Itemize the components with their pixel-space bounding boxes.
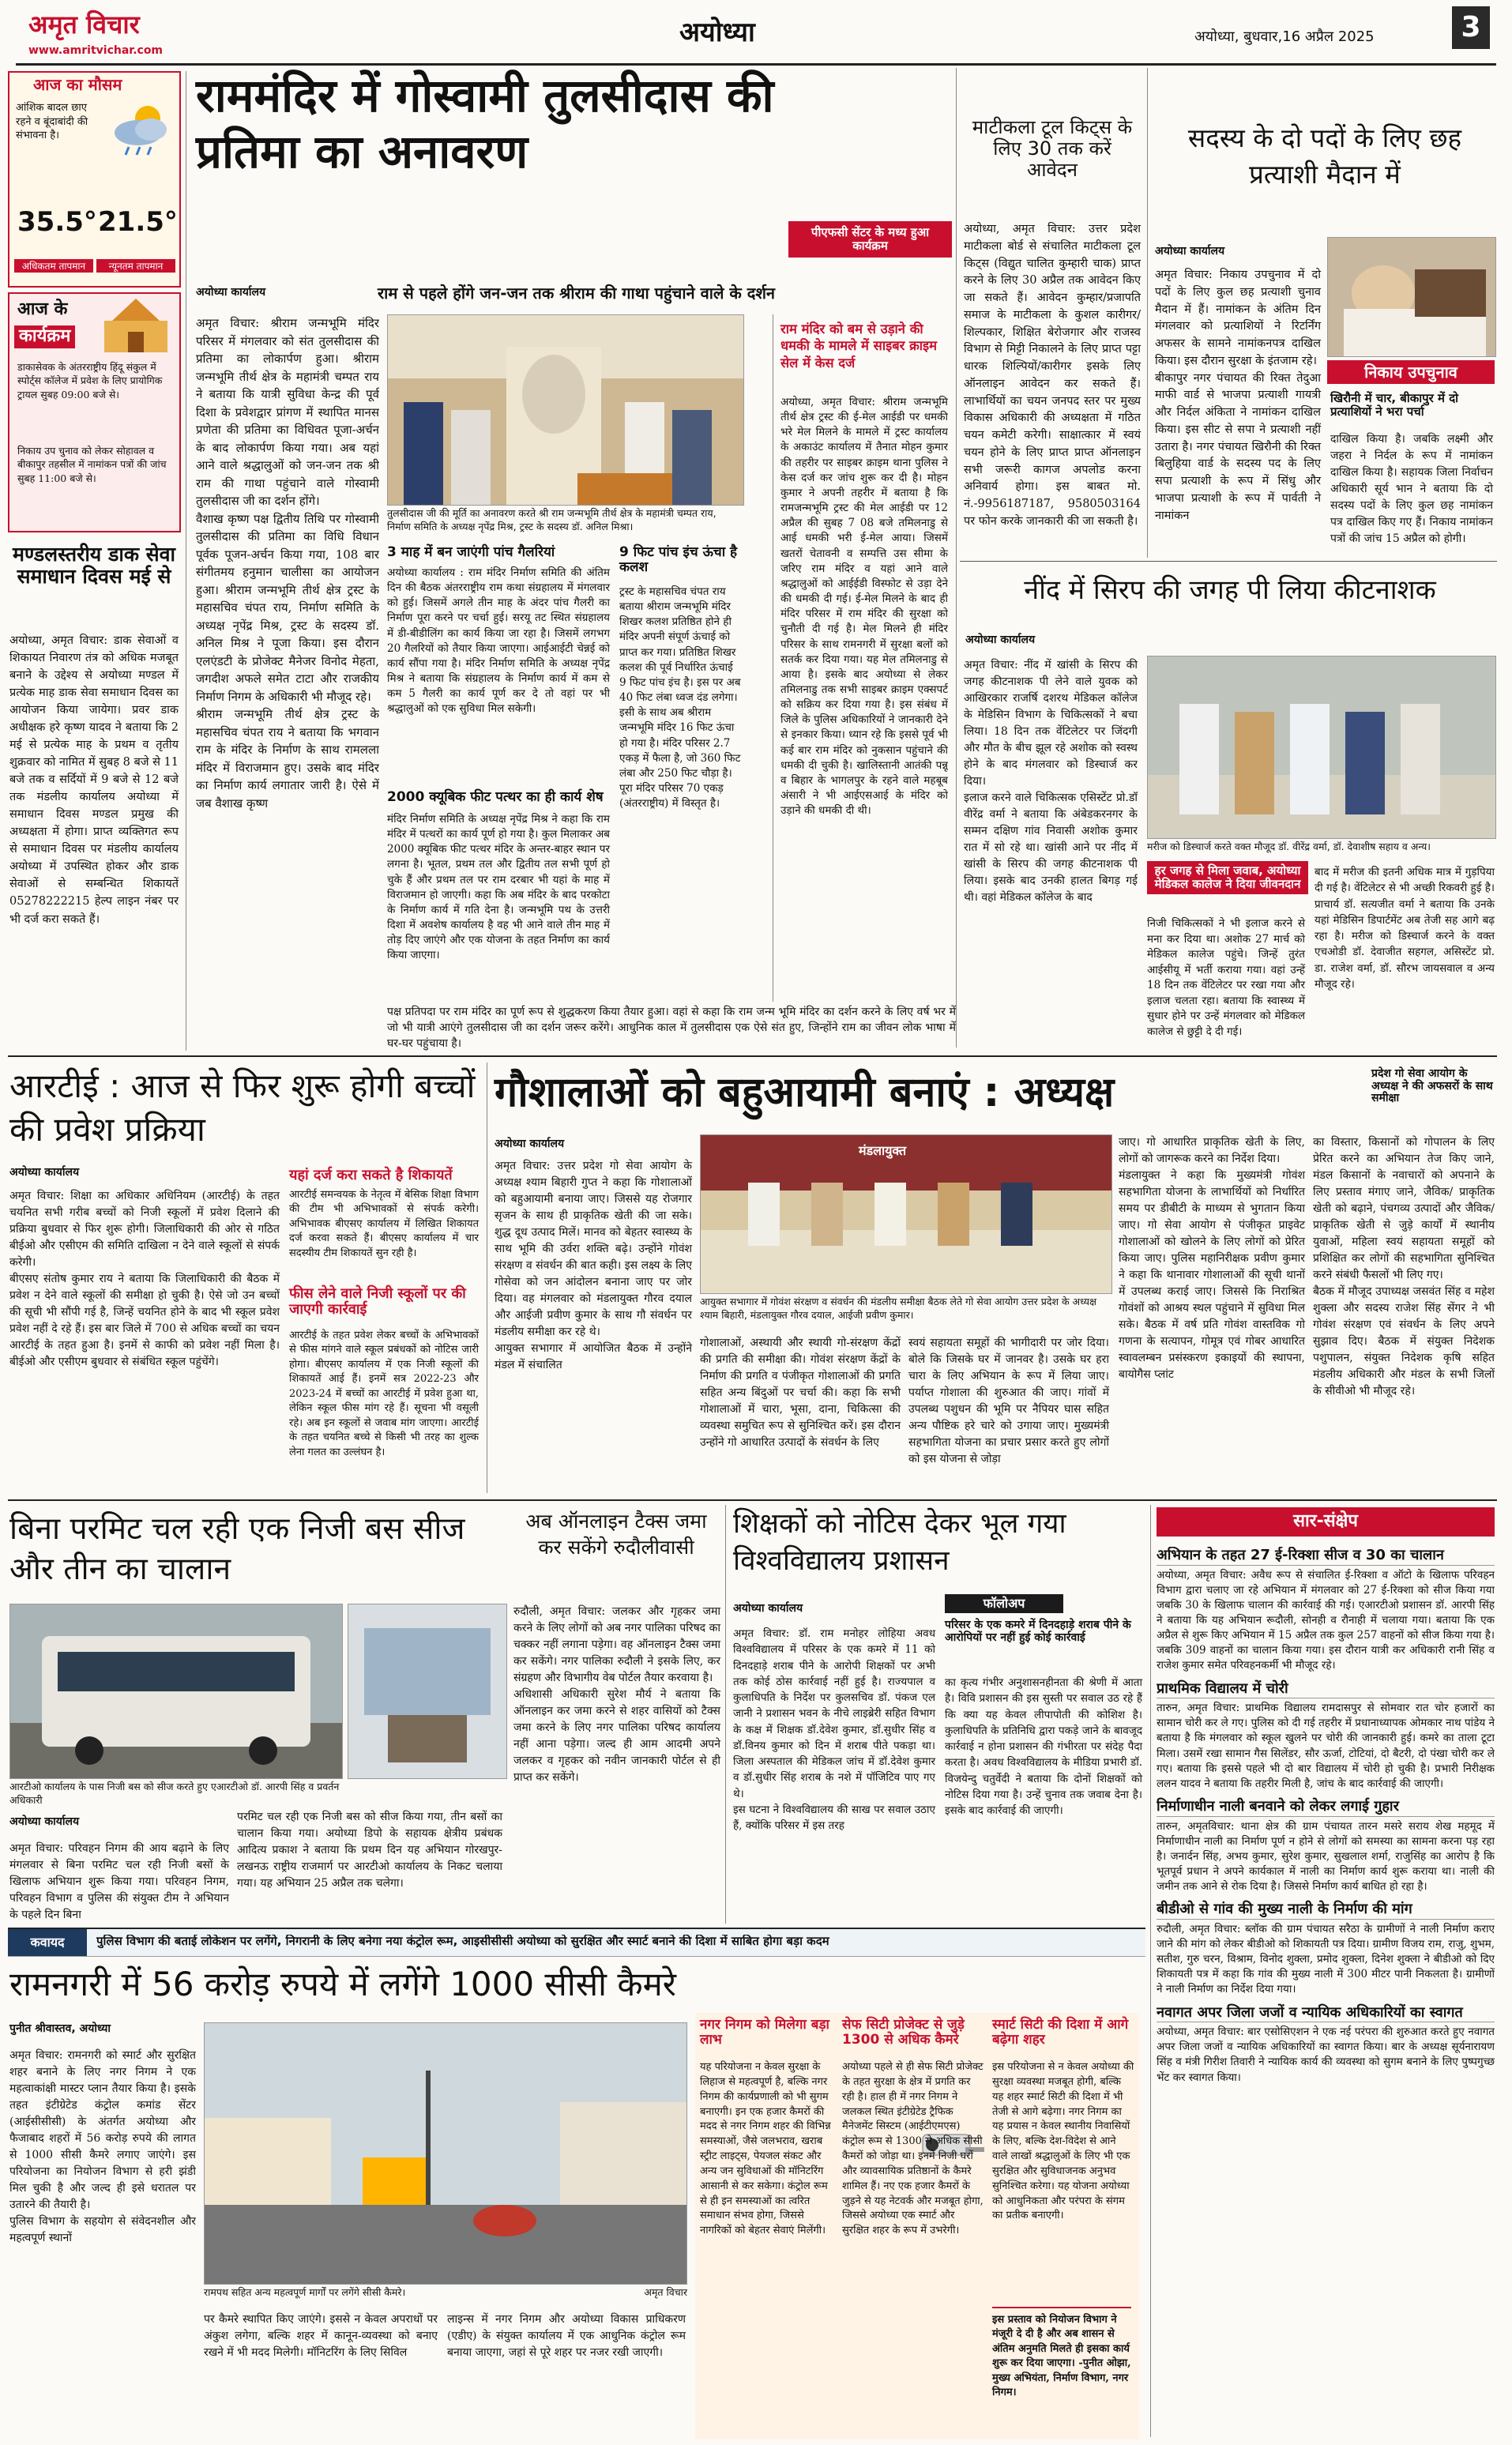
cctv-body2: पर कैमरे स्थापित किए जाएंगे। इससे न केवल अपराधों पर अंकुश लगेगा, बल्कि शहर में कानून-व्यवस्था को बनाए रखने में भी मदद मिलेगी। मॉनिटरिंग के लिए सिविल (204, 2313, 438, 2359)
threat-headline: राम मंदिर को बम से उड़ाने की धमकी के मामले में साइबर क्राइम सेल में केस दर्ज (780, 322, 938, 371)
saar-item: नवागत अपर जिला जजों व न्यायिक अधिकारियों का स्वागत अयोध्या, अमृत विचार: बार एसोसिएशन ने एक नई परंपरा की शुरुआत करते हुए नवागत अपर जिला जजों व न्यायिक अधिकारियों का स्वागत किया। बार के अध्यक्ष सूर्यनारायण सिंह व मंत्री गिरीश तिवारी ने न्यायिक कार्य की व्यवस्था को सुगम बनाने के लिए पुष्पगुच्छ भेंट कर स्वागत किया। (1157, 2003, 1495, 2084)
sadasya-body: अमृत विचार: निकाय उपचुनाव में दो पदों के लिए कुल छह प्रत्याशी चुनाव मैदान में हैं। नामांकन के अंतिम दिन मंगलवार को प्रत्याशियों ने रिटर्निंग अफसर के सामने नामांकनपत्र दाखिल किया। इस दौरान सुरक्षा के इंतजाम रहे। बीकापुर नगर पंचायत की रिक्त तेदुआ माफी वार्ड से भाजपा प्रत्याशी गायत्री और निर्दल अंकिता ने नामांकन दाखिल किया। इस सीट से सपा ने प्रत्याशी नहीं उतारा है। नगर पंचायत खिरौनी की रिक्त बिलुहिया वार्ड के सदस्य पद के लिए सपा प्रत्याशी के रूप में सिंधु और भाजपा प्रत्याशी के रूप में पार्वती ने नामांकन (1155, 269, 1321, 522)
tulsidas-photo (387, 314, 744, 506)
kavayad-label: कवायद (8, 1929, 87, 1956)
bus-caption: आरटीओ कार्यालय के पास निजी बस को सीज करते हुए एआरटीओ डॉ. आरपी सिंह व प्रवर्तन अधिकारी (9, 1781, 340, 1806)
min-label: न्यूनतम तापमान (96, 259, 175, 273)
cctv-side2-body: अयोध्या पहले से ही सेफ सिटी प्रोजेक्ट के तहत सुरक्षा के क्षेत्र में प्रगति कर रही है। हाल ही में नगर निगम ने जलकल स्थित इंटीग्रेटेड ट्रैफिक मैनेजमेंट सिस्टम (आईटीएमएस) कंट्रोल रूम से 1300 से अधिक सीसी कैमरों को जोड़ा था। इनमें निजी घरों और व्यावसायिक प्रतिष्ठानों के कैमरे शामिल हैं। नए एक हजार कैमरों के जुड़ने से यह नेटवर्क और मजबूत होगा, जिससे अयोध्या एक स्मार्ट और सुरक्षित शहर के रूप में उभरेगी। (842, 2061, 984, 2237)
sadasya-photo (1327, 237, 1496, 357)
notice-box-text: परिसर के एक कमरे में दिनदहाड़े शराब पीने के आरोपियों पर नहीं हुई कोई कार्रवाई (945, 1619, 1131, 1644)
tulsidas-headline: राममंदिर में गोस्वामी तुलसीदास की प्रतिमा का अनावरण (196, 69, 774, 179)
rte-box2-title: फीस लेने वाले निजी स्कूलों पर की जाएगी कार्रवाई (289, 1285, 466, 1318)
saar-item: बीडीओ से गांव की मुख्य नाली के निर्माण की मांग रुदौली, अमृत विचार: ब्लॉक की ग्राम पंचायत सरैठा के ग्रामीणों ने नाली निर्माण कराए जाने की मांग को लेकर बीडीओ को शिकायती पत्र दिया। ग्रामीण विजय राम, राजु, शुभम, सतीश, गुरु चरन, विश्राम, विनोद शुक्ला, प्रमोद शुक्ला, दिनेश शुक्ला ने बीडीओ को दिए शिकायती पत्र में कहा कि गांव की मुख्य नाली में 300 मीटर पानी निकलता है। ग्रामीणों ने नाली निर्माण का निर्देश दिया गया। (1157, 1901, 1495, 1996)
page-number: 3 (1452, 6, 1490, 49)
tulsidas-sub2-head: 3 माह में बन जाएंगी पांच गैलरियां (387, 544, 555, 560)
bus-byline: अयोध्या कार्यालय (9, 1815, 80, 1828)
cctv-side2-title: सेफ सिटी प्रोजेक्ट से जुड़े 1300 से अधिक कैमरे (842, 2017, 965, 2048)
sadasya-box-subtitle: खिरौनी में चार, बीकापुर में दो प्रत्याशियों ने भरा पर्चा (1330, 391, 1459, 419)
program-item: निकाय उप चुनाव को लेकर सोहावल व बीकापुर तहसील में नामांकन पत्रों की जांच सुबह 11:00 बजे से। (17, 445, 167, 484)
today-program (8, 292, 181, 532)
sadasya-byline: अयोध्या कार्यालय (1155, 245, 1225, 258)
gaushala-body1: अमृत विचार: उत्तर प्रदेश गो सेवा आयोग के अध्यक्ष श्याम बिहारी गुप्त ने कहा कि गोशालाओं को बहुआयामी बनाया जाए। जिससे यह रोजगार सृजन के साथ ही प्राकृतिक खेती की जा सके। शुद्ध दूध उत्पाद मिलें। मानव को बेहतर स्वास्थ्य के साथ भूमि की उर्वरा शक्ति बढ़े। उन्होंने गोवंश संरक्षण व संवर्धन की बात कही। इस लक्ष्य के लिए गोसेवा को जन आंदोलन बनाना जाए पर जोर दिया। वह मंगलवार को मंडलायुक्त गौरव दयाल और आईजी प्रवीण कुमार के साथ गौ संवर्धन पर मंडलीय समीक्षा कर रहे थे। आयुक्त सभागार में आयोजित बैठक में उन्होंने मंडल में संचालित (495, 1160, 692, 1371)
weather-box (8, 71, 181, 288)
kitnashak-body2: निजी चिकित्सकों ने भी इलाज करने से मना कर दिया था। अशोक 27 मार्च को मेडिकल कालेज पहुंचे। जिन्हें तुरंत आईसीयू में भर्ती कराया गया। वहां उन्हें 18 दिन तक वेंटिलेटर पर रखा गया और इलाज चलता रहा। बताया कि स्वास्थ्य में सुधार होने पर उन्हें मंगलवार को मेडिकल कालेज से छुट्टी दे दी गई। (1147, 917, 1305, 1038)
cctv-side3-body: इस परियोजना से न केवल अयोध्या की सुरक्षा व्यवस्था मजबूत होगी, बल्कि यह शहर स्मार्ट सिटी की दिशा में भी तेजी से आगे बढ़ेगा। नगर निगम का यह प्रयास न केवल स्थानीय निवासियों के लिए, बल्कि देश-विदेश से आने वाले लाखों श्रद्धालुओं के लिए भी एक सुरक्षित और सुविधाजनक अनुभव सुनिश्चित करेगा। यह योजना अयोध्या को आधुनिकता और परंपरा के संगम का प्रतीक बनाएगी। (992, 2061, 1134, 2222)
max-label: अधिकतम तापमान (14, 259, 93, 273)
cloud-icon (108, 101, 171, 156)
tulsidas-photo-caption: तुलसीदास जी की मूर्ति का अनावरण करते श्री राम जन्मभूमि तीर्थ क्षेत्र के महामंत्री चम्पत राय, निर्माण समिति के अध्यक्ष नृपेंद्र मिश्र, ट्रस्ट के सदस्य डॉ. अनिल मिश्रा। (387, 507, 717, 532)
rte-box2-body: आरटीई के तहत प्रवेश लेकर बच्चों के अभिभावकों से फीस मांगने वाले स्कूल प्रबंधकों को नोटिस जारी होगा। बीएसए कार्यालय में एक निजी स्कूलों की शिकायतें आई हैं। इनमें सत्र 2022-23 और 2023-24 में बच्चों का आरटीई में प्रवेश हुआ था, लेकिन स्कूल फीस मांग रहे हैं। सूचना भी वसूली रहे। अब इन स्कूलों से जवाब मांग जाएगा। आरटीई के तहत चयनित बच्चे से किसी भी तरह का शुल्क लेना गलत का उल्लंघन है। (289, 1330, 479, 1458)
cctv-photo (204, 2022, 687, 2285)
gaushala-body2: गोशालाओं, अस्थायी और स्थायी गो-संरक्षण केंद्रों की प्रगति की समीक्षा की। गोवंश संरक्षण केंद्रों के निर्माण की प्रगति व पंजीकृत गोशालाओं की प्रगति सहित अन्य बिंदुओं पर चर्चा की। कहा कि सभी गोशालाओं में चारा, भूसा, दाना, चिकित्सा की व्यवस्था समुचित रूप से सुनिश्चित करें। इस दौरान उन्होंने गो आधारित उत्पादों के संवर्धन के लिए (700, 1337, 901, 1449)
masthead (0, 0, 1512, 62)
temple-illustration (96, 297, 175, 352)
kitnashak-body3: बाद में मरीज की इतनी अधिक मात्र में गुड़पिया दी गई है। वेंटिलेटर से भी अच्छी रिकवरी हुई है। प्राचार्य डॉ. सत्यजीत वर्मा ने बताया कि उनके यहां मेडिसिन डिपार्टमेंट अब तेजी सह आगे बढ़ रहा है। मरीज को डिस्चार्ज करने के वक्त एचओडी डॉ. देवाजीत सहगल, असिस्टेंट प्रो. डा. राजेश वर्मा, डॉ. सौरभ जायसवाल व अन्य मौजूद रहे। (1315, 866, 1495, 991)
program-title-1: आज के (17, 299, 68, 319)
website: www.amritvichar.com (28, 44, 164, 57)
gaushala-body5: का विस्तार, किसानों को गोपालन के लिए प्रेरित करने का अभियान तेज किए जाने, मंडल किसानों के नवाचारों को अपनाने के लिए प्रस्ताव मंगाए जाने, जैविक/ प्राकृतिक खेती को बढ़ाने, पंचगव्य उत्पादों और जैविक/प्राकृतिक खेती से जुड़े कार्यों में स्थानीय युवाओं, महिला स्वयं सहायता समूहों को प्रशिक्षित कर लोगों की सहभागिता सुनिश्चित करने संबंधी फैसलों भी लिए गए। बैठक में मौजूद उपाध्यक्ष जसवंत सिंह व महेश शुक्ला और सदस्य राजेश सिंह सेंगर ने भी गोवंश संरक्षण एवं संवर्धन के लिए अपने सुझाव दिए। बैठक में संयुक्त निदेशक पशुपालन, संयुक्त निदेशक कृषि सहित मंडलीय अधिकारी और मंडल के सभी जिलों के सीवीओ भी मौजूद रहे। (1313, 1136, 1495, 1397)
dak-seva-headline: मण्डलस्तरीय डाक सेवा समाधान दिवस मई से (12, 543, 176, 588)
notice-byline: अयोध्या कार्यालय (733, 1602, 803, 1615)
cctv-body1: अमृत विचार: रामनगरी को स्मार्ट और सुरक्षित शहर बनाने के लिए नगर निगम ने एक महत्वाकांक्षी मास्टर प्लान तैयार किया है। इसके तहत इंटीग्रेटेड कंट्रोल कमांड सेंटर (आईसीसीसी) के अंतर्गत अयोध्या और फैजाबाद शहरों में 56 करोड़ रुपये की लागत से 1000 सीसी कैमरे लगाए जाएंगे। इस परियोजना का नियोजन विभाग से हरी झंडी मिल चुकी है और जल्द ही इसे धरातल पर उतारने की तैयारी है। पुलिस विभाग के सहयोग से संवेदनशील और महत्वपूर्ण स्थानों (9, 2049, 196, 2244)
matikala-headline: माटीकला टूल किट्स के लिए 30 तक करें आवेदन (972, 116, 1133, 181)
tulsidas-tag: पीएफसी सेंटर के मध्य हुआ कार्यक्रम (788, 221, 952, 258)
sadasya-box-title: निकाय उपचुनाव (1327, 360, 1495, 384)
section-title: अयोध्या (679, 17, 755, 48)
threat-body: अयोध्या, अमृत विचार: श्रीराम जन्मभूमि तीर्थ क्षेत्र ट्रस्ट की ई-मेल आईडी पर धमकी भरे मेल मिलने के मामले में ट्रस्ट कार्यालय के अकाउंट कार्यालय में तैनात मोहन कुमार की तहरीर पर साइबर क्राइम थाना पुलिस ने केस दर्ज कर जांच शुरू कर दी है। मोहन कुमार ने अपनी तहरीर में बताया है कि रामजन्मभूमि ट्रस्ट की मेल आईडी पर 12 अप्रैल की सुबह 7 08 बजे तमिलनाडु से आई धमकी भरी ई-मेल आया। जिसमें खतरों चेतावनी व सम्पत्ति उस सीमा के जरिए राम मंदिर व यहां आने वाले श्रद्धालुओं को आईईडी विस्फोट से उड़ा देने की धमकी दी गई। ई-मेल मिलने के बाद ही मंदिर परिसर में राम मंदिर की सुरक्षा को चुनौती दी गई है। मेल मिलने ही मंदिर परिसर के साथ रामनगरी में सुरक्षा बलों को सतर्क कर दिया गया। यह मेल तमिलनाडु से आया है। इसके बाद अयोध्या से लेकर तमिलनाडु तक सभी साइबर क्राइम एक्सपर्ट को सक्रिय कर दिया गया है। इस संबंध में जिले के पुलिस अधिकारियों ने जानकारी देने से इनकार किया। ध्यान रहे कि इससे पूर्व भी कई बार राम मंदिर को नुकसान पहुंचाने की धमकी दी चुकी है। खालिस्तानी आतंकी पन्नू व बिहार के भागलपुर के रहने वाले महबूब अंसारी ने भी आईएसआई के मंदिर को उड़ाने की धमकी दी थी। (780, 396, 948, 818)
notice-body2: का कृत्य गंभीर अनुशासनहीनता की श्रेणी में आता है। विवि प्रशासन की इस सुस्ती पर सवाल उठ रहे हैं कि क्या यह केवल लीपापोती की कोशिश है। कुलाधिपति के प्रतिनिधि द्वारा पकड़े जाने के बावजूद कार्रवाई न होना प्रशासन की गंभीरता पर संदेह पैदा करता है। अवध विश्वविद्यालय के मीडिया प्रभारी डॉ. विजयेन्दु चतुर्वेदी ने बताया कि दोनों शिक्षकों को नोटिस दिया गया है। उन्हें चुनाव तक जवाब देना है। इसके बाद कार्रवाई की जाएगी। (945, 1676, 1142, 1817)
min-temp: 21.5° (98, 206, 178, 238)
bus-photo (9, 1604, 343, 1779)
notice-headline: शिक्षकों को नोटिस देकर भूल गया विश्वविद्यालय प्रशासन (733, 1508, 1066, 1578)
saar-item: निर्माणाधीन नाली बनवाने को लेकर लगाई गुहार तारुन, अमृतविचार: थाना क्षेत्र की ग्राम पंचायत तारन मसरे सराय शेख महमूद में निर्माणाधीन नाली का निर्माण पूर्ण न होने से लोगों को समस्या का सामना करना पड़ रहा है। जनार्दन सिंह, अभय कुमार, सुरेश कुमार, सुखलाल शर्मा, राजुसिंह का आरोप है कि भूतपूर्व प्रधान ने अपने कार्यकाल में नाली का निर्माण कार्य शुरू कराया था। नाली की जमीन तक आने से रोक दिया है। जिससे निर्माण कार्य बाधित हो रहा है। (1157, 1798, 1495, 1894)
cctv-byline: पुनीत श्रीवास्तव, अयोध्या (9, 2022, 111, 2035)
rte-byline: अयोध्या कार्यालय (9, 1166, 80, 1179)
max-temp: 35.5° (17, 206, 97, 238)
tulsidas-sub3-head: 2000 क्यूबिक फीट पत्थर का ही कार्य शेष (387, 789, 604, 805)
tulsidas-bottom-line: पक्ष प्रतिपदा पर राम मंदिर का पूर्ण रूप से शुद्धकरण किया तैयार हुआ। वहां से कहा कि राम जन्म भूमि मंदिर का दर्शन करने के लिए वर्ष भर में जो भी यात्री आएंगे तुलसीदास जी का दर्शन जरूर करेंगे। आधुनिक काल में तुलसीदास एक ऐसे संत हुए, जिन्होंने राम का जीवन लोक भाषा में घर-घर पहुंचाया है। (387, 1006, 956, 1050)
gaushala-body3: स्वयं सहायता समूहों की भागीदारी पर जोर दिया। बोले कि जिसके घर में जानवर है। उसके घर हरा चारा के लिए अभियान के रूप में लिया जाए। पर्याप्त गोशाला की शुरुआत की जाए। गांवों में उपलब्ध पशुधन की भूमि पर नैपियर घास सहित अन्य पौष्टिक हरे चारे को उगाया जाए। मुख्यमंत्री सहभागिता योजना का प्रचार प्रसार करते हुए लोगों को इस योजना से जोड़ा (908, 1337, 1109, 1465)
tulsidas-sub4-body: ट्रस्ट के महासचिव चंपत राय बताया श्रीराम जन्मभूमि मंदिर शिखर कलश प्रतिष्ठित होने ही मंदिर अपनी संपूर्ण ऊंचाई को प्राप्त कर गया। प्रतिष्ठित शिखर कलश की पूर्व निर्धारित ऊंचाई 9 फिट पांच इंच है। इस पर अब 40 फिट लंबा ध्वज दंड लगेगा। इसी के साथ अब श्रीराम जन्मभूमि मंदिर 16 फिट ऊंचा हो गया है। मंदिर परिसर 2.7 एकड़ में फैला है, जो 360 फिट लंबा और 250 फिट चौड़ा है। पूरा मंदिर परिसर 70 एकड़ (अंतरराष्ट्रीय) में विस्तृत है। (619, 585, 741, 811)
cctv-side1-title: नगर निगम को मिलेगा बड़ा लाभ (700, 2017, 829, 2048)
cctv-headline: रामनगरी में 56 करोड़ रुपये में लगेंगे 1000 सीसी कैमरे (9, 1965, 676, 2003)
kavayad-strip (8, 1928, 1145, 1957)
gaushala-byline: अयोध्या कार्यालय (495, 1138, 565, 1150)
kitnashak-headline: नींद में सिरप की जगह पी लिया कीटनाशक (1024, 574, 1436, 606)
gaushala-headline: गौशालाओं को बहुआयामी बनाएं : अध्यक्ष (495, 1069, 1115, 1116)
dateline: अयोध्या, बुधवार,16 अप्रैल 2025 (1194, 28, 1375, 45)
rte-box1-title: यहां दर्ज करा सकते है शिकायतें (289, 1167, 453, 1183)
kitnashak-body1: अमृत विचार: नींद में खांसी के सिरप की जगह कीटनाशक पी लेने वाले युवक को आखिरकार राजर्षि दशरथ मेडिकल कॉलेज के मेडिसिन विभाग के चिकित्सकों ने बचा लिया। 18 दिन तक वेंटिलेटर पर जिंदगी और मौत के बीच झूल रहे अशोक को स्वस्थ होने के बाद मंगलवार को डिस्चार्ज कर दिया। इलाज करने वाले चिकित्सक एसिस्टेंट प्रो.डॉ वीरेंद्र वर्मा ने बताया कि अंबेडकरनगर के सम्मन दक्षिण गांव निवासी अशोक कुमार रात में सो रहे था। खांसी आने पर नींद में खांसी के सिरप की जगह कीटनाशक पी लिया। इसके बाद उनकी हालत बिगड़ गई थी। वहां मेडिकल कॉलेज के बाद (964, 659, 1138, 904)
saar-item: अभियान के तहत 27 ई-रिक्शा सीज व 30 का चालान अयोध्या, अमृत विचार: अवैध रूप से संचालित ई-रिक्शा व ऑटो के खिलाफ परिवहन विभाग द्वारा चलाए जा रहे अभियान में मंगलवार को 27 ई-रिक्शा को सीज किया गया जबकि 30 के खिलाफ चालान की कार्रवाई की गई। एआरटीओ प्रशासन डॉ. आरपी सिंह ने बताया कि यह अभियान रूदौली, सोनही व रौनाही में चलाया गया। बताया कि एक अप्रैल से शुरू किए अभियान में 15 अप्रैल तक कुल 257 वाहनों को सीज किया गया है। जबकि 309 वाहनों का चालान किया गया। इस दौरान यात्री कर अधिकारी रानी सिंह व राजेश कुमार समेत परिवहनकर्मी भी मौजूद रहे। (1157, 1547, 1495, 1672)
cctv-credit: अमृत विचार (644, 2286, 687, 2298)
cctv-side-box (695, 2013, 1139, 2439)
rte-box1-body: आरटीई समन्वयक के नेतृत्व में बेसिक शिक्षा विभाग की टीम भी अभिभावकों से संपर्क करेगी। अभिभावक बीएसए कार्यालय में लिखित शिकायत दर्ज करवा सकते हैं। बीएसए कार्यालय में चार सदस्यीय टीम शिकायतें सुन रही है। (289, 1189, 479, 1259)
dak-seva-body: अयोध्या, अमृत विचार: डाक सेवाओं व शिकायत निवारण तंत्र को अधिक मजबूत बनाने के उद्देश्य से अयोध्या मण्डल में प्रत्येक माह डाक सेवा समाधान दिवस का आयोजन किया जायेगा। प्रवर डाक अधीक्षक हरे कृष्ण यादव ने बताया कि 2 मई से प्रत्येक माह के प्रथम व तृतीय शुक्रवार को नामित में सुबह 8 बजे से 11 बजे तक व सर्दियों में 9 बजे से 12 बजे तक मंडलीय कार्यालय अयोध्या में समाधान दिवस मण्डल प्रमुख की अध्यक्षता में होगा। प्राप्त व्यक्तिगत रूप से समाधान दिवस पर मंडलीय कार्यालय अयोध्या में उपस्थित होकर और डाक सेवाओं से सम्बन्धित शिकायतें 05278222215 हेल्प लाइन नंबर पर भी दर्ज करा सकते हैं। (9, 634, 179, 926)
notice-followup: फॉलोअप (945, 1594, 1063, 1613)
cctv-body3: लाइन्स में नगर निगम और अयोध्या विकास प्राधिकरण (एडीए) के संयुक्त कार्यालय में एक आधुनिक कंट्रोल रूम बनाया जाएगा, जहां से पूरे शहर पर नजर रखी जाएगी। (447, 2313, 686, 2359)
saar-list (1157, 1547, 1495, 2439)
bus-body-col2: परमिट चल रही एक निजी बस को सीज किया गया, तीन बसों का चालान किया गया। अयोध्या डिपो के सहायक क्षेत्रीय प्रबंधक आदित्य प्रकाश ने बताया कि प्रथम दिन यह अभियान गोरखपुर-लखनऊ राष्ट्रीय राजमार्ग पर आरटीओ कार्यालय के निकट चलाया गया। यह अभियान 25 अप्रैल तक चलेगा। (237, 1811, 502, 1890)
kitnashak-box-title: हर जगह से मिला जवाब, अयोध्या मेडिकल कालेज ने दिया जीवनदान (1147, 861, 1308, 894)
tulsidas-sub2-body: अयोध्या कार्यालय : राम मंदिर निर्माण समिति की अंतिम दिन की बैठक अंतरराष्ट्रीय राम कथा संग्रहालय में मंगलवार को हुई। जिसमें अगले तीन माह के अंदर पांच गैलरी का निर्माण पूरा करने पर चर्चा हुई। सरयू तट स्थित संग्रहालय में डी-बीडीलिंग का कार्य किया जा रहा है। जिसमें लगभग 20 गैलरियों को तैयार किया जाएगा। आईआईटी चेन्नई को कार्य सौंपा गया है। मंदिर निर्माण समिति के अध्यक्ष नृपेंद्र मिश्र ने बताया कि संग्रहालय के निर्माण कार्य में कम से कम 5 गैलरी का कार्य पूर्ण कर दे तो वहां पर भी श्रद्धालुओं को एक सुविधा मिल सकेगी। (387, 566, 610, 716)
tax-body: रुदौली, अमृत विचार: जलकर और गृहकर जमा करने के लिए लोगों को अब नगर पालिका परिषद का चक्कर नहीं लगाना पड़ेगा। वह ऑनलाइन टैक्स जमा कर सकेंगे। नगर पालिका रुदौली ने इसके लिए, कर संग्रहण और विभागीय वेब पोर्टल तैयार करवाया है। अधिशासी अधिकारी सुरेश मौर्य ने बताया कि ऑनलाइन कर जमा करने से शहर वासियों को टैक्स जमा करने के लिए नगर पालिका परिषद कार्यालय नहीं आना पड़ेगा। जल्द ही आम आदमी अपने जलकर व गृहकर को नवीन जानकारी पोर्टल से ही प्राप्त कर सकेंगे। (513, 1605, 720, 1784)
tulsidas-sub3-body: मंदिर निर्माण समिति के अध्यक्ष नृपेंद्र मिश्र ने कहा कि राम मंदिर में पत्थरों का कार्य पूर्ण हो गया है। कुल मिलाकर अब 2000 क्यूबिक फीट पत्थर मंदिर के अन्तर-बाहर स्थान पर लगना है। भूतल, प्रथम तल और द्वितीय तल सभी पूर्ण हो चुके हैं और प्रथम तल पर राम दरबार भी यहां के माह में विराजमान हो जाएगी। कहा कि अब मंदिर के बाद परकोटा के निर्माण कार्य में गति देना है। जन्मभूमि पथ के उत्तरी दिशा में अवशेष कार्यालय है वह भी आने वाले तीन माह में तोड़ दिए जाएंगे और एक योजना के तहत निर्माण का कार्य किया जाएगा। (387, 813, 610, 962)
cctv-caption: रामपथ सहित अन्य महत्वपूर्ण मार्गों पर लगेंगे सीसी कैमरे। (204, 2286, 406, 2298)
program-title-2: कार्यक्रम (14, 325, 75, 348)
bus-body-col1: अमृत विचार: परिवहन निगम की आय बढ़ाने के लिए मंगलवार से बिना परमिट चल रही निजी बसों के खिलाफ अभियान शुरू किया गया। परिवहन निगम, परिवहन विभाग व पुलिस की संयुक्त टीम ने अभियान के पहले दिन बिना (9, 1842, 229, 1921)
matikala-body: अयोध्या, अमृत विचार: उत्तर प्रदेश माटीकला बोर्ड से संचालित माटीकला टूल किट्स (विद्युत चालित कुम्हारी चाक) प्राप्त करने के लिए 30 अप्रैल तक आवेदन किए जा सकते हैं। आवेदन कुम्हार/प्रजापति समाज के माटीकला के कुशल कारीगर/शिल्पकार, शिक्षित बेरोजगार और राजस्व विभाग से मिट्टी निकालने के लिए प्राप्त पट्टा धारक शिल्पियों/कारीगर इसके लिए ऑनलाइन आवेदन कर सकते हैं। लाभार्थियों का चयन जनपद स्तर पर मुख्य विकास अधिकारी की अध्यक्षता में गठित चयन कमेटी करेगी। साक्षात्कार में स्वयं चयन होने के लिए प्राप्त प्राप्त ऑनलाइन सभी जरूरी कागज अपलोड करना अनिवार्य होगा। इस बाबत मो. नं.-9956187187, 9580503164 पर फोन करके जानकारी की जा सकती है। (964, 223, 1141, 528)
cctv-quote: इस प्रस्ताव को नियोजन विभाग ने मंजूरी दे दी है और अब शासन से अंतिम अनुमति मिलते ही इसका कार्य शुरू कर दिया जाएगा। -पुनीत ओझा, मुख्य अभियंता, निर्माण विभाग, नगर निगम। (992, 2307, 1131, 2401)
tulsidas-body-col1: अमृत विचार: श्रीराम जन्मभूमि मंदिर परिसर में मंगलवार को संत तुलसीदास की प्रतिमा का लोकार्पण हुआ। श्रीराम जन्मभूमि तीर्थ क्षेत्र के महामंत्री चम्पत राय ने बताया कि यात्री सुविधा केन्द्र की पूर्व दिशा के प्रवेशद्वार प्रांगण में स्थापित मानस प्रणेता की प्रतिमा का विधिवत पूजा-अर्चन के बाद लोकार्पण किया गया। अब यहां आने वाले श्रद्धालुओं को जन-जन तक श्री राम की गाथा पहुंचाने वाले गोस्वामी तुलसीदास जी का दर्शन होंगे। वैशाख कृष्ण पक्ष द्वितीय तिथि पर गोस्वामी तुलसीदास की प्रतिमा का विधि विधान पूर्वक पूजन-अर्चन किया गया, 108 बार संगीतमय हनुमान चालीसा का आयोजन हुआ। श्रीराम जन्मभूमि तीर्थ क्षेत्र ट्रस्ट के महासचिव चंपत राय, निर्माण समिति के अध्यक्ष नृपेंद्र मिश्र, ट्रस्ट के सदस्य डॉ. अनिल मिश्र ने पूजा किया। इस दौरान एलएंडटी के प्रोजेक्ट मैनेजर विनोद मेहता, जगदीश अफले समेत टाटा और राजकीय निर्माण निगम के अधिकारी भी मौजूद रहे। श्रीराम जन्मभूमि तीर्थ क्षेत्र ट्रस्ट के महासचिव चंपत राय ने बताया कि भगवान राम के मंदिर के निर्माण के साथ रामलला मंदिर में विराजमान हुए। उसके बाद मंदिर का निर्माण कार्य लगातार जारी है। ऐसे में जब वैशाख कृष्ण (196, 316, 379, 811)
sadasya-headline: सदस्य के दो पदों के लिए छह प्रत्याशी मैदान में (1187, 122, 1462, 190)
saar-item: प्राथमिक विद्यालय में चोरी तारुन, अमृत विचार: प्राथमिक विद्यालय रामदासपुर से सोमवार रात चोर हजारों का सामान चोरी कर ले गए। पुलिस को दी गई तहरीर में प्रधानाध्यापक ओमकार नाथ पांडेय ने बताया है कि मंगलवार को स्कूल खुलने पर चोरी की जानकारी हुई। कमरे का ताला टूटा मिला। उसमें रखा सामान गैस सिलेंडर, सौर ऊर्जा, टोटियां, दो बैटरी, दो पंखा चोरी कर ले गए। बताया कि इससे पहले भी दो बार विद्यालय में चोरी हो चुकी है। प्रभारी निरीक्षक ललन यादव ने बताया कि तहरीर मिली है, जांच के बाद कार्रवाई की जाएगी। (1157, 1680, 1495, 1790)
brand-logo: अमृत विचार (28, 9, 140, 39)
tax-headline: अब ऑनलाइन टैक्स जमा कर सकेंगे रुदौलीवासी (525, 1510, 707, 1559)
tulsidas-sub4-head: 9 फिट पांच इंच ऊंचा है कलश (619, 544, 738, 576)
gaushala-caption: आयुक्त सभागार में गोवंश संरक्षण व संवर्धन की मंडलीय समीक्षा बैठक लेते गो सेवा आयोग उत्तर प्रदेश के अध्यक्ष श्याम बिहारी, मंडलायुक्त गौरव दयाल, आईजी प्रवीण कुमार। (700, 1296, 1097, 1321)
saar-header: सार-संक्षेप (1157, 1507, 1495, 1537)
bus-headline: बिना परमिट चल रही एक निजी बस सीज और तीन का चालान (9, 1511, 465, 1588)
sadasya-box-body: दाखिल किया है। जबकि लक्ष्मी और जहरा ने निर्दल के रूप में नामांकन दाखिल किया है। सहायक जिला निर्वाचन अधिकारी सूर्य भान ने बताया कि दो सदस्य पदों के लिए कुल छह नामांकन पत्र दाखिल किए गए हैं। निकाय नामांकन पत्रों की जांच 15 अप्रैल को होगी। (1330, 433, 1493, 545)
gaushala-photo (700, 1134, 1112, 1294)
kitnashak-caption: मरीज को डिस्चार्ज करते वक्त मौजूद डॉ. वीरेंद्र वर्मा, डॉ. देवाशीष सहाय व अन्य। (1147, 841, 1431, 852)
rte-headline: आरटीई : आज से फिर शुरू होगी बच्चों की प्रवेश प्रक्रिया (9, 1066, 476, 1149)
notice-body1: अमृत विचार: डॉ. राम मनोहर लोहिया अवध विश्वविद्यालय में परिसर के एक कमरे में 11 को दिनदहाड़े शराब पीने के आरोपी शिक्षकों पर अभी तक कोई ठोस कार्रवाई नहीं हुई है। राज्यपाल व कुलाधिपति के निर्देश पर कुलसचिव डॉ. पंकज एल जानी ने प्रशासन भवन के नीचे लाइब्रेरी सहित विभाग के कक्ष में शिक्षक डॉ.देवेश कुमार, डॉ.सुधीर सिंह व डॉ.विनय कुमार को दिन में शराब पीते पकड़ा था। जिला अस्पताल की मेडिकल जांच में डॉ.देवेश कुमार व डॉ.सुधीर सिंह शराब के नशे में पॉजिटिव पाए गए थे। इस घटना ने विश्वविद्यालय की साख पर सवाल उठाए हैं, क्योंकि परिसर में इस तरह (733, 1627, 935, 1832)
kavayad-text: पुलिस विभाग की बताई लोकेशन पर लगेंगे, निगरानी के लिए बनेगा नया कंट्रोल रूम, आइसीसीसी अयोध्या को सुरक्षित और स्मार्ट बनाने की दिशा में साबित होगा बड़ा कदम (96, 1935, 829, 1948)
program-item: डाकासेवक के अंतरराष्ट्रीय हिंदू संकुल में स्पोर्ट्स कॉलेज में प्रवेश के लिए प्रायोगिक ट्रायल सुबह 09:00 बजे से। (17, 361, 163, 401)
gaushala-body4: जाए। गो आधारित प्राकृतिक खेती के लिए, लोगों को जागरूक करने का निर्देश दिया। मंडलायुक्त ने कहा कि मुख्यमंत्री गोवंश सहभागिता योजना के लाभार्थियों को निर्धारित समय पर डीबीटी के माध्यम से भुगतान किया जाए। गो सेवा आयोग से पंजीकृत प्राइवेट गोशालाओं को खोलने के लिए लोगों को प्रेरित किया जाए। पुलिस महानिरीक्षक प्रवीण कुमार ने कहा कि थानावार गोशालाओं की सूची थानों में उपलब्ध कराई जाए। जिससे कि निराश्रित गोवंशों को आश्रय स्थल पहुंचाने में सुविधा मिल सके। बैठक में वर्ष प्रति गोवंश वास्तविक गो गणना के सत्यापन, गोमूत्र एवं गोबर आधारित स्वावलम्बन प्रसंस्करण इकाइयों की स्थापना, बायोगैस प्लांट (1119, 1136, 1305, 1381)
gaushala-side-note: प्रदेश गो सेवा आयोग के अध्यक्ष ने की अफसरों के साथ समीक्षा (1371, 1067, 1493, 1105)
kitnashak-byline: अयोध्या कार्यालय (965, 634, 1036, 646)
weather-desc: आंशिक बादल छाए रहने व बूंदाबांदी की संभावना है। (16, 102, 88, 142)
cctv-side3-title: स्मार्ट सिटी की दिशा में आगे बढ़ेगा शहर (992, 2017, 1129, 2048)
rte-body: अमृत विचार: शिक्षा का अधिकार अधिनियम (आरटीई) के तहत चयनित सभी गरीब बच्चों को निजी स्कूलों में प्रवेश दिलाने की प्रक्रिया बुधवार से फिर शुरू होगी। जिलाधिकारी की ओर से गठित बीईओ और एसीएम की समिति दाखिला न देने वाले स्कूलों से संपर्क करेगी। बीएसए संतोष कुमार राय ने बताया कि जिलाधिकारी की बैठक में प्रवेश न देने वाले स्कूलों की समीक्षा हो चुकी है। ऐसे जो उन बच्चों की सूची भी सौंपी गई है, जिन्हें चयनित होने के बाद भी स्कूल प्रवेश प्रवेश नहीं दे रहे हैं। इस बार जिले में 700 से अधिक बच्चों का चयन आरटीई के तहत हुआ है। इनमें से काफी को प्रवेश नहीं मिला है। बीईओ और एसीएम बुधवार से संबंधित स्कूल पहुंचेंगे। (9, 1190, 280, 1368)
weather-title: आज का मौसम (33, 75, 122, 94)
gaushala-photo-sign: मंडलायुक्त (859, 1143, 907, 1158)
cctv-side1-body: यह परियोजना न केवल सुरक्षा के लिहाज से महत्वपूर्ण है, बल्कि नगर निगम की कार्यप्रणाली को भी सुगम बनाएगी। इन एक हजार कैमरों की मदद से नगर निगम शहर की विभिन्न समस्याओं, जैसे जलभराव, खराब स्ट्रीट लाइट्स, पेयजल संकट और अन्य जन सुविधाओं की मॉनिटरिंग आसानी से कर सकेगा। कंट्रोल रूम से ही इन समस्याओं का त्वरित समाधान संभव होगा, जिससे नागरिकों को बेहतर सेवाएं मिलेंगी। (700, 2061, 831, 2237)
kitnashak-photo (1147, 656, 1496, 839)
tax-photo (348, 1604, 507, 1779)
tulsidas-subhead: राम से पहले होंगे जन-जन तक श्रीराम की गाथा पहुंचाने वाले के दर्शन (378, 284, 776, 303)
tulsidas-byline: अयोध्या कार्यालय (196, 286, 266, 299)
